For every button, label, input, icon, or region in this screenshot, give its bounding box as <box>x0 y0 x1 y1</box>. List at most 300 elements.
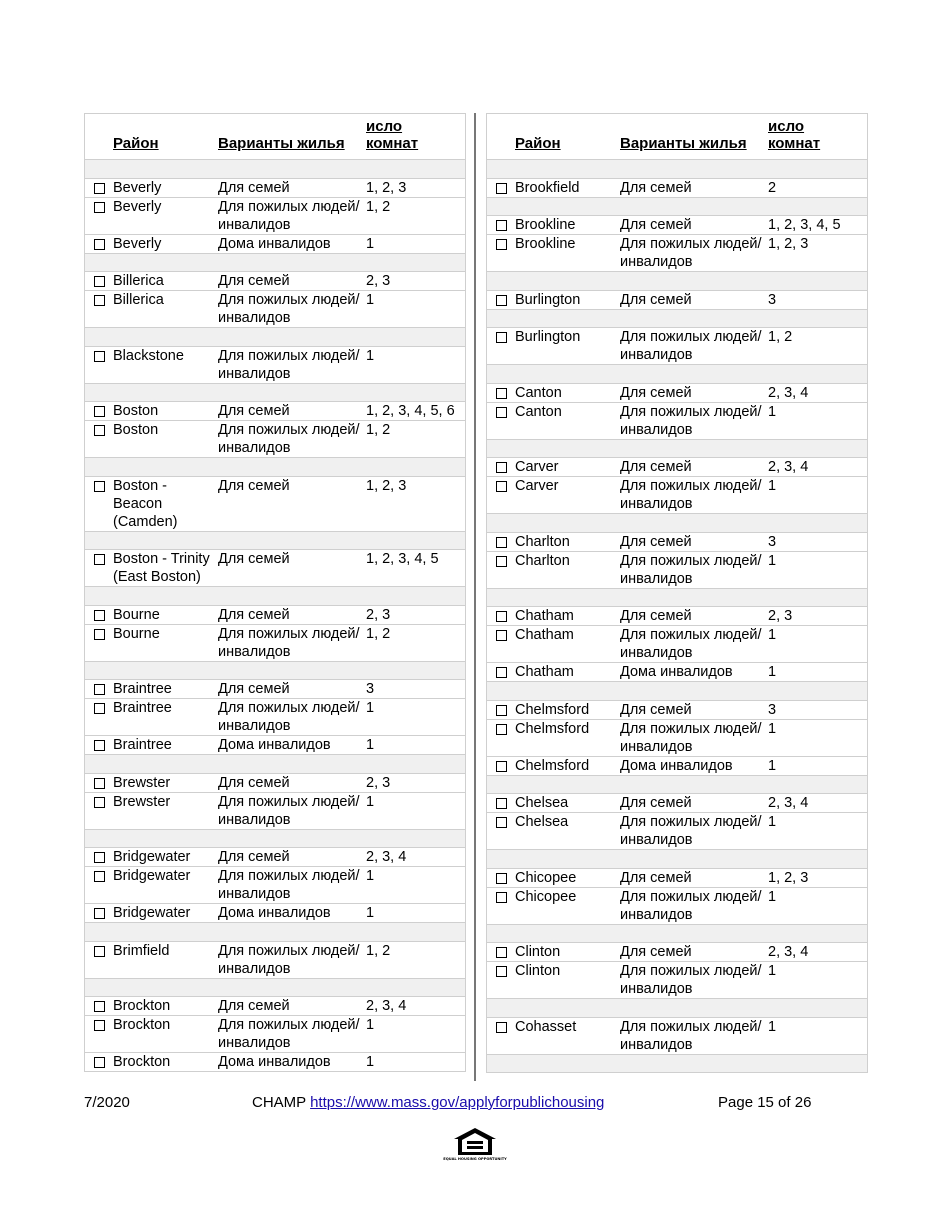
rooms-count: 1 <box>768 478 777 494</box>
group-separator <box>85 587 465 606</box>
housing-type: Дома инвалидов <box>620 664 733 680</box>
footer-champ <box>252 1094 604 1112</box>
table-row <box>487 235 867 272</box>
area-cell <box>487 626 612 662</box>
checkbox-icon[interactable] <box>94 610 105 621</box>
checkbox-icon[interactable] <box>496 462 507 473</box>
rooms-count: 3 <box>768 291 777 308</box>
header-rooms <box>364 118 465 159</box>
checkbox-icon[interactable] <box>94 554 105 565</box>
table-row <box>85 997 465 1016</box>
group-separator <box>85 662 465 681</box>
area-name: Clinton <box>515 963 561 979</box>
housing-type: Для пожилых людей/инвалидов <box>620 720 762 755</box>
table-row <box>85 291 465 328</box>
area-name: Chelmsford <box>515 701 590 718</box>
rooms-count: 1, 2 <box>366 625 391 642</box>
area-cell <box>487 794 612 812</box>
group-separator <box>487 1055 867 1074</box>
area-name: Burlington <box>515 329 581 345</box>
area-name: Charlton <box>515 552 570 569</box>
housing-type: Для семей <box>620 701 692 718</box>
checkbox-icon[interactable] <box>496 724 507 735</box>
rooms-count: 1 <box>366 793 375 810</box>
rooms-count: 1 <box>768 1018 777 1035</box>
table-row <box>487 663 867 682</box>
rooms-count: 2, 3, 4 <box>768 459 809 475</box>
area-cell <box>85 942 210 978</box>
area-cell <box>85 1053 210 1071</box>
table-header <box>487 114 867 160</box>
area-name: Carver <box>515 459 559 475</box>
apply-link[interactable]: https://www.mass.gov/applyforpublichousing <box>310 1094 605 1111</box>
checkbox-icon[interactable] <box>496 817 507 828</box>
table-row <box>85 774 465 793</box>
group-separator <box>85 923 465 942</box>
area-cell <box>85 1016 210 1052</box>
area-name: Brookfield <box>515 179 580 196</box>
table-row <box>85 942 465 979</box>
checkbox-icon[interactable] <box>496 239 507 250</box>
table-row <box>487 757 867 776</box>
rooms-count: 1, 2, 3 <box>768 869 809 886</box>
area-cell <box>487 720 612 756</box>
area-cell <box>487 757 612 775</box>
table-row <box>487 720 867 757</box>
table-row <box>85 904 465 923</box>
rooms-count: 1 <box>366 292 375 308</box>
group-separator <box>487 514 867 533</box>
area-cell <box>85 625 210 661</box>
area-cell <box>85 680 210 698</box>
checkbox-icon[interactable] <box>496 407 507 418</box>
column-divider <box>474 113 476 1081</box>
table-row <box>85 179 465 198</box>
rooms-count: 1 <box>768 720 777 737</box>
housing-type: Для семей <box>620 459 692 475</box>
checkbox-icon[interactable] <box>94 684 105 695</box>
rooms-count: 1 <box>366 347 375 364</box>
checkbox-icon[interactable] <box>94 295 105 306</box>
table-row <box>85 606 465 625</box>
area-name: Boston <box>113 422 159 438</box>
checkbox-icon[interactable] <box>94 351 105 362</box>
area-cell <box>85 550 210 586</box>
group-separator <box>487 272 867 291</box>
footer-champ-label: CHAMP <box>252 1094 306 1111</box>
area-name: Brewster <box>113 793 171 810</box>
table-row <box>85 347 465 384</box>
checkbox-icon[interactable] <box>496 332 507 343</box>
area-cell <box>487 291 612 309</box>
area-cell <box>85 291 210 327</box>
area-name: Braintree <box>113 700 172 716</box>
area-cell <box>85 477 210 531</box>
housing-type: Для пожилых людей/инвалидов <box>218 292 360 326</box>
checkbox-icon[interactable] <box>94 1001 105 1012</box>
checkbox-icon[interactable] <box>496 947 507 958</box>
area-name: Chelsea <box>515 814 569 830</box>
table-header <box>85 114 465 160</box>
area-name: Clinton <box>515 944 561 960</box>
rooms-count: 1, 2, 3, 4, 5 <box>768 217 841 233</box>
rooms-count: 1, 2 <box>366 942 391 959</box>
checkbox-icon[interactable] <box>94 202 105 213</box>
area-cell <box>85 347 210 383</box>
area-name: Blackstone <box>113 347 184 364</box>
area-name: Chelmsford <box>515 757 590 774</box>
checkbox-icon[interactable] <box>496 873 507 884</box>
rooms-count: 2, 3, 4 <box>768 795 809 811</box>
housing-type: Для пожилых людей/инвалидов <box>620 888 762 923</box>
area-name: Boston - Trinity (East Boston) <box>113 551 210 585</box>
table-row <box>85 625 465 662</box>
housing-type: Для семей <box>218 551 290 567</box>
table-row <box>85 1053 465 1072</box>
table-row <box>85 793 465 830</box>
table-row <box>85 402 465 421</box>
area-cell <box>487 869 612 887</box>
group-separator <box>85 384 465 403</box>
housing-type: Для семей <box>218 606 290 623</box>
rooms-count: 1 <box>768 814 777 830</box>
group-separator <box>487 440 867 459</box>
area-name: Brewster <box>113 774 171 791</box>
housing-type: Дома инвалидов <box>620 757 733 774</box>
rooms-count: 1, 2 <box>366 422 391 438</box>
rooms-count: 1, 2 <box>366 198 391 215</box>
housing-type: Для семей <box>620 179 692 196</box>
area-name: Canton <box>515 384 562 401</box>
checkbox-icon[interactable] <box>94 629 105 640</box>
area-cell <box>85 198 210 234</box>
area-cell <box>85 793 210 829</box>
area-cell <box>487 235 612 271</box>
table-row <box>85 272 465 291</box>
table-row <box>487 477 867 514</box>
checkbox-icon[interactable] <box>94 908 105 919</box>
header-rooms-text: исло комнат <box>366 118 419 152</box>
checkbox-icon[interactable] <box>496 667 507 678</box>
group-separator <box>487 365 867 384</box>
group-separator <box>487 160 867 179</box>
checkbox-icon[interactable] <box>94 1020 105 1031</box>
checkbox-icon[interactable] <box>496 611 507 622</box>
housing-type: Для пожилых людей/инвалидов <box>218 868 360 902</box>
area-cell <box>487 458 612 476</box>
rooms-count: 1 <box>366 235 375 252</box>
area-cell <box>487 701 612 719</box>
housing-table-right <box>486 113 868 1073</box>
housing-type: Для пожилых людей/инвалидов <box>218 942 360 977</box>
checkbox-icon[interactable] <box>496 705 507 716</box>
checkbox-icon[interactable] <box>496 388 507 399</box>
rooms-count: 1 <box>366 905 375 921</box>
checkbox-icon[interactable] <box>496 761 507 772</box>
checkbox-icon[interactable] <box>94 481 105 492</box>
housing-type: Для семей <box>218 849 290 865</box>
area-name: Bridgewater <box>113 905 191 921</box>
area-name: Braintree <box>113 681 172 697</box>
checkbox-icon[interactable] <box>496 481 507 492</box>
rooms-count: 2, 3, 4 <box>366 849 407 865</box>
group-separator <box>85 532 465 551</box>
checkbox-icon[interactable] <box>496 556 507 567</box>
checkbox-icon[interactable] <box>94 425 105 436</box>
area-name: Brimfield <box>113 942 170 959</box>
checkbox-icon[interactable] <box>496 966 507 977</box>
group-separator <box>85 755 465 774</box>
group-separator <box>85 160 465 179</box>
housing-type: Для семей <box>218 681 290 697</box>
area-name: Cohasset <box>515 1018 577 1035</box>
area-cell <box>487 179 612 197</box>
checkbox-icon[interactable] <box>496 183 507 194</box>
footer-date: 7/2020 <box>84 1094 130 1111</box>
group-separator <box>487 999 867 1018</box>
group-separator <box>487 776 867 795</box>
table-row <box>487 888 867 925</box>
table-row <box>85 848 465 867</box>
housing-type: Для пожилых людей/инвалидов <box>218 625 360 660</box>
checkbox-icon[interactable] <box>496 537 507 548</box>
housing-type: Для семей <box>218 273 290 289</box>
area-name: Boston - Beacon (Camden) <box>113 477 178 530</box>
checkbox-icon[interactable] <box>94 778 105 789</box>
area-cell <box>85 179 210 197</box>
rooms-count: 1, 2, 3, 4, 5, 6 <box>366 403 455 419</box>
area-name: Beverly <box>113 179 162 196</box>
rooms-count: 1, 2 <box>768 329 793 345</box>
rooms-count: 1 <box>768 757 777 774</box>
checkbox-icon[interactable] <box>94 183 105 194</box>
group-separator <box>487 310 867 329</box>
table-row <box>85 1016 465 1053</box>
area-name: Beverly <box>113 198 162 215</box>
table-row <box>85 477 465 532</box>
header-housing-type: Варианты жилья <box>218 135 345 152</box>
rooms-count: 2, 3 <box>366 273 391 289</box>
header-area: Район <box>515 135 561 152</box>
housing-type: Для пожилых людей/инвалидов <box>620 1018 762 1053</box>
area-name: Canton <box>515 403 562 420</box>
checkbox-icon[interactable] <box>94 703 105 714</box>
housing-type: Для пожилых людей/инвалидов <box>218 793 360 828</box>
area-name: Chicopee <box>515 869 577 886</box>
housing-type: Для пожилых людей/инвалидов <box>218 422 360 456</box>
rooms-count: 1 <box>366 868 375 884</box>
rooms-count: 1 <box>366 1054 375 1070</box>
housing-table-left <box>84 113 466 1072</box>
checkbox-icon[interactable] <box>94 946 105 957</box>
area-name: Chelmsford <box>515 720 590 737</box>
housing-type: Для семей <box>218 477 290 494</box>
group-separator <box>487 589 867 608</box>
housing-type: Для пожилых людей/инвалидов <box>218 1017 360 1051</box>
rooms-count: 1 <box>768 664 777 680</box>
checkbox-icon[interactable] <box>496 295 507 306</box>
rooms-count: 2, 3, 4 <box>366 998 407 1014</box>
table-row <box>487 403 867 440</box>
area-cell <box>487 888 612 924</box>
checkbox-icon[interactable] <box>94 797 105 808</box>
area-name: Brockton <box>113 1054 171 1070</box>
table-row <box>85 421 465 458</box>
rooms-count: 1 <box>768 627 777 643</box>
rooms-count: 2, 3, 4 <box>768 384 809 401</box>
table-row <box>487 813 867 850</box>
housing-type: Для семей <box>620 533 692 550</box>
rooms-count: 2, 3 <box>366 774 391 791</box>
area-cell <box>85 272 210 290</box>
table-row <box>85 736 465 755</box>
area-name: Chelsea <box>515 795 569 811</box>
rooms-count: 3 <box>768 533 777 550</box>
checkbox-icon[interactable] <box>496 798 507 809</box>
area-name: Burlington <box>515 291 581 308</box>
area-cell <box>487 813 612 849</box>
area-cell <box>487 552 612 588</box>
table-row <box>487 701 867 720</box>
table-row <box>487 458 867 477</box>
area-name: Bourne <box>113 625 160 642</box>
housing-type: Для пожилых людей/инвалидов <box>620 478 762 512</box>
housing-type: Для семей <box>620 384 692 401</box>
checkbox-icon[interactable] <box>496 220 507 231</box>
rooms-count: 2 <box>768 179 777 196</box>
table-row <box>85 198 465 235</box>
area-cell <box>487 943 612 961</box>
area-name: Chatham <box>515 608 574 624</box>
table-row <box>487 869 867 888</box>
area-cell <box>85 997 210 1015</box>
header-rooms <box>766 118 867 159</box>
housing-type: Для семей <box>218 179 290 196</box>
housing-type: Для семей <box>218 774 290 791</box>
group-separator <box>85 830 465 849</box>
table-row <box>487 962 867 999</box>
housing-type: Для семей <box>620 217 692 233</box>
group-separator <box>85 458 465 477</box>
area-name: Carver <box>515 478 559 494</box>
rooms-count: 1, 2, 3, 4, 5 <box>366 551 439 567</box>
area-name: Charlton <box>515 533 570 550</box>
area-name: Boston <box>113 403 159 419</box>
area-name: Brockton <box>113 1017 171 1033</box>
checkbox-icon[interactable] <box>94 852 105 863</box>
housing-type: Для пожилых людей/инвалидов <box>620 627 762 661</box>
table-row <box>487 533 867 552</box>
housing-type: Для семей <box>218 403 290 419</box>
area-cell <box>487 533 612 551</box>
group-separator <box>487 850 867 869</box>
table-row <box>487 1018 867 1055</box>
rooms-count: 1 <box>768 403 777 420</box>
table-row <box>487 291 867 310</box>
area-cell <box>85 867 210 903</box>
area-cell <box>85 235 210 253</box>
area-cell <box>487 384 612 402</box>
checkbox-icon[interactable] <box>94 406 105 417</box>
checkbox-icon[interactable] <box>496 630 507 641</box>
area-name: Beverly <box>113 235 162 252</box>
checkbox-icon[interactable] <box>94 1057 105 1068</box>
area-cell <box>85 606 210 624</box>
checkbox-icon[interactable] <box>496 1022 507 1033</box>
housing-type: Для пожилых людей/инвалидов <box>620 236 762 270</box>
header-rooms-text: исло комнат <box>768 118 821 152</box>
rooms-count: 1 <box>366 737 375 753</box>
group-separator <box>487 925 867 944</box>
housing-type: Для пожилых людей/инвалидов <box>620 814 762 848</box>
area-name: Chicopee <box>515 888 577 905</box>
checkbox-icon[interactable] <box>94 276 105 287</box>
area-cell <box>487 477 612 513</box>
group-separator <box>85 979 465 998</box>
area-name: Chatham <box>515 664 574 680</box>
checkbox-icon[interactable] <box>94 871 105 882</box>
table-row <box>487 794 867 813</box>
rooms-count: 1 <box>366 1017 375 1033</box>
header-area: Район <box>113 135 159 152</box>
housing-type: Для семей <box>620 608 692 624</box>
housing-type: Для пожилых людей/инвалидов <box>620 963 762 997</box>
rooms-count: 2, 3, 4 <box>768 944 809 960</box>
checkbox-icon[interactable] <box>496 892 507 903</box>
rooms-count: 2, 3 <box>768 608 793 624</box>
rooms-count: 2, 3 <box>366 606 391 623</box>
table-row <box>85 867 465 904</box>
housing-type: Для семей <box>218 998 290 1014</box>
housing-type: Для семей <box>620 795 692 811</box>
rooms-count: 1, 2, 3 <box>768 236 809 252</box>
table-row <box>487 943 867 962</box>
table-row <box>487 384 867 403</box>
group-separator <box>85 254 465 273</box>
group-separator <box>487 198 867 217</box>
table-row <box>487 552 867 589</box>
area-cell <box>487 663 612 681</box>
rooms-count: 1 <box>768 552 777 569</box>
housing-type: Для пожилых людей/инвалидов <box>620 552 762 587</box>
area-name: Billerica <box>113 273 164 289</box>
rooms-count: 3 <box>768 701 777 718</box>
header-housing-type: Варианты жилья <box>620 135 747 152</box>
rooms-count: 1 <box>366 700 375 716</box>
housing-type: Дома инвалидов <box>218 235 331 252</box>
area-cell <box>487 328 612 364</box>
table-row <box>487 179 867 198</box>
area-cell <box>85 699 210 735</box>
table-row <box>487 607 867 626</box>
rooms-count: 3 <box>366 681 375 697</box>
area-cell <box>487 216 612 234</box>
area-cell <box>85 774 210 792</box>
area-cell <box>85 421 210 457</box>
checkbox-icon[interactable] <box>94 239 105 250</box>
area-name: Chatham <box>515 627 574 643</box>
checkbox-icon[interactable] <box>94 740 105 751</box>
area-cell <box>85 402 210 420</box>
rooms-count: 1, 2, 3 <box>366 179 407 196</box>
housing-type: Для пожилых людей/инвалидов <box>620 403 762 438</box>
area-name: Brookline <box>515 217 576 233</box>
area-cell <box>85 848 210 866</box>
table-row <box>487 626 867 663</box>
equal-housing-logo-icon <box>443 1125 507 1165</box>
housing-type: Дома инвалидов <box>218 905 331 921</box>
housing-type: Дома инвалидов <box>218 737 331 753</box>
